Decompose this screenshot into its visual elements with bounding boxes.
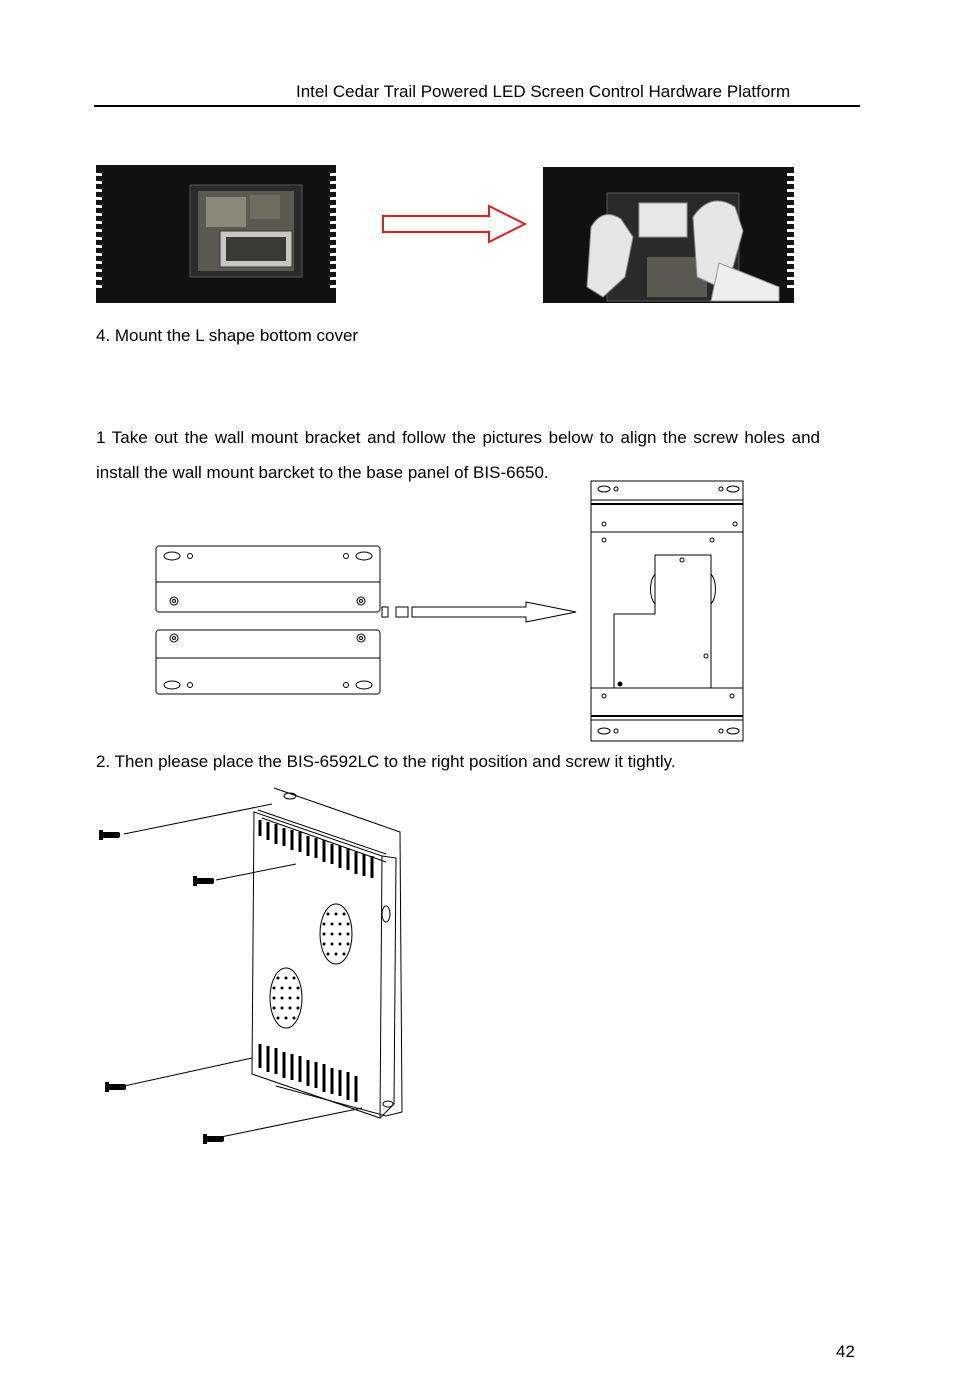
page-number: 42 bbox=[836, 1342, 855, 1361]
wall-mount-bracket-diagram bbox=[150, 478, 750, 744]
wall-mount-screw-diagram bbox=[96, 782, 416, 1154]
page-header-title: Intel Cedar Trail Powered LED Screen Control Hardware Platform bbox=[296, 82, 791, 101]
step-place-device: 2. Then please place the BIS-6592LC to the right position and screw it tightly. bbox=[96, 752, 676, 771]
header-rule bbox=[94, 105, 860, 107]
screw-icon bbox=[99, 830, 224, 1144]
step-mount-cover: 4. Mount the L shape bottom cover bbox=[96, 326, 359, 345]
bracket-instruction: 1 Take out the wall mount bracket and follow the pictures below to align the screw holes and install the wall mount barcket to the base panel of BIS-6650. bbox=[96, 428, 820, 482]
device-bottom-photo bbox=[96, 165, 336, 303]
hands-installing-cover-photo bbox=[543, 167, 794, 303]
red-arrow-icon bbox=[381, 204, 529, 244]
